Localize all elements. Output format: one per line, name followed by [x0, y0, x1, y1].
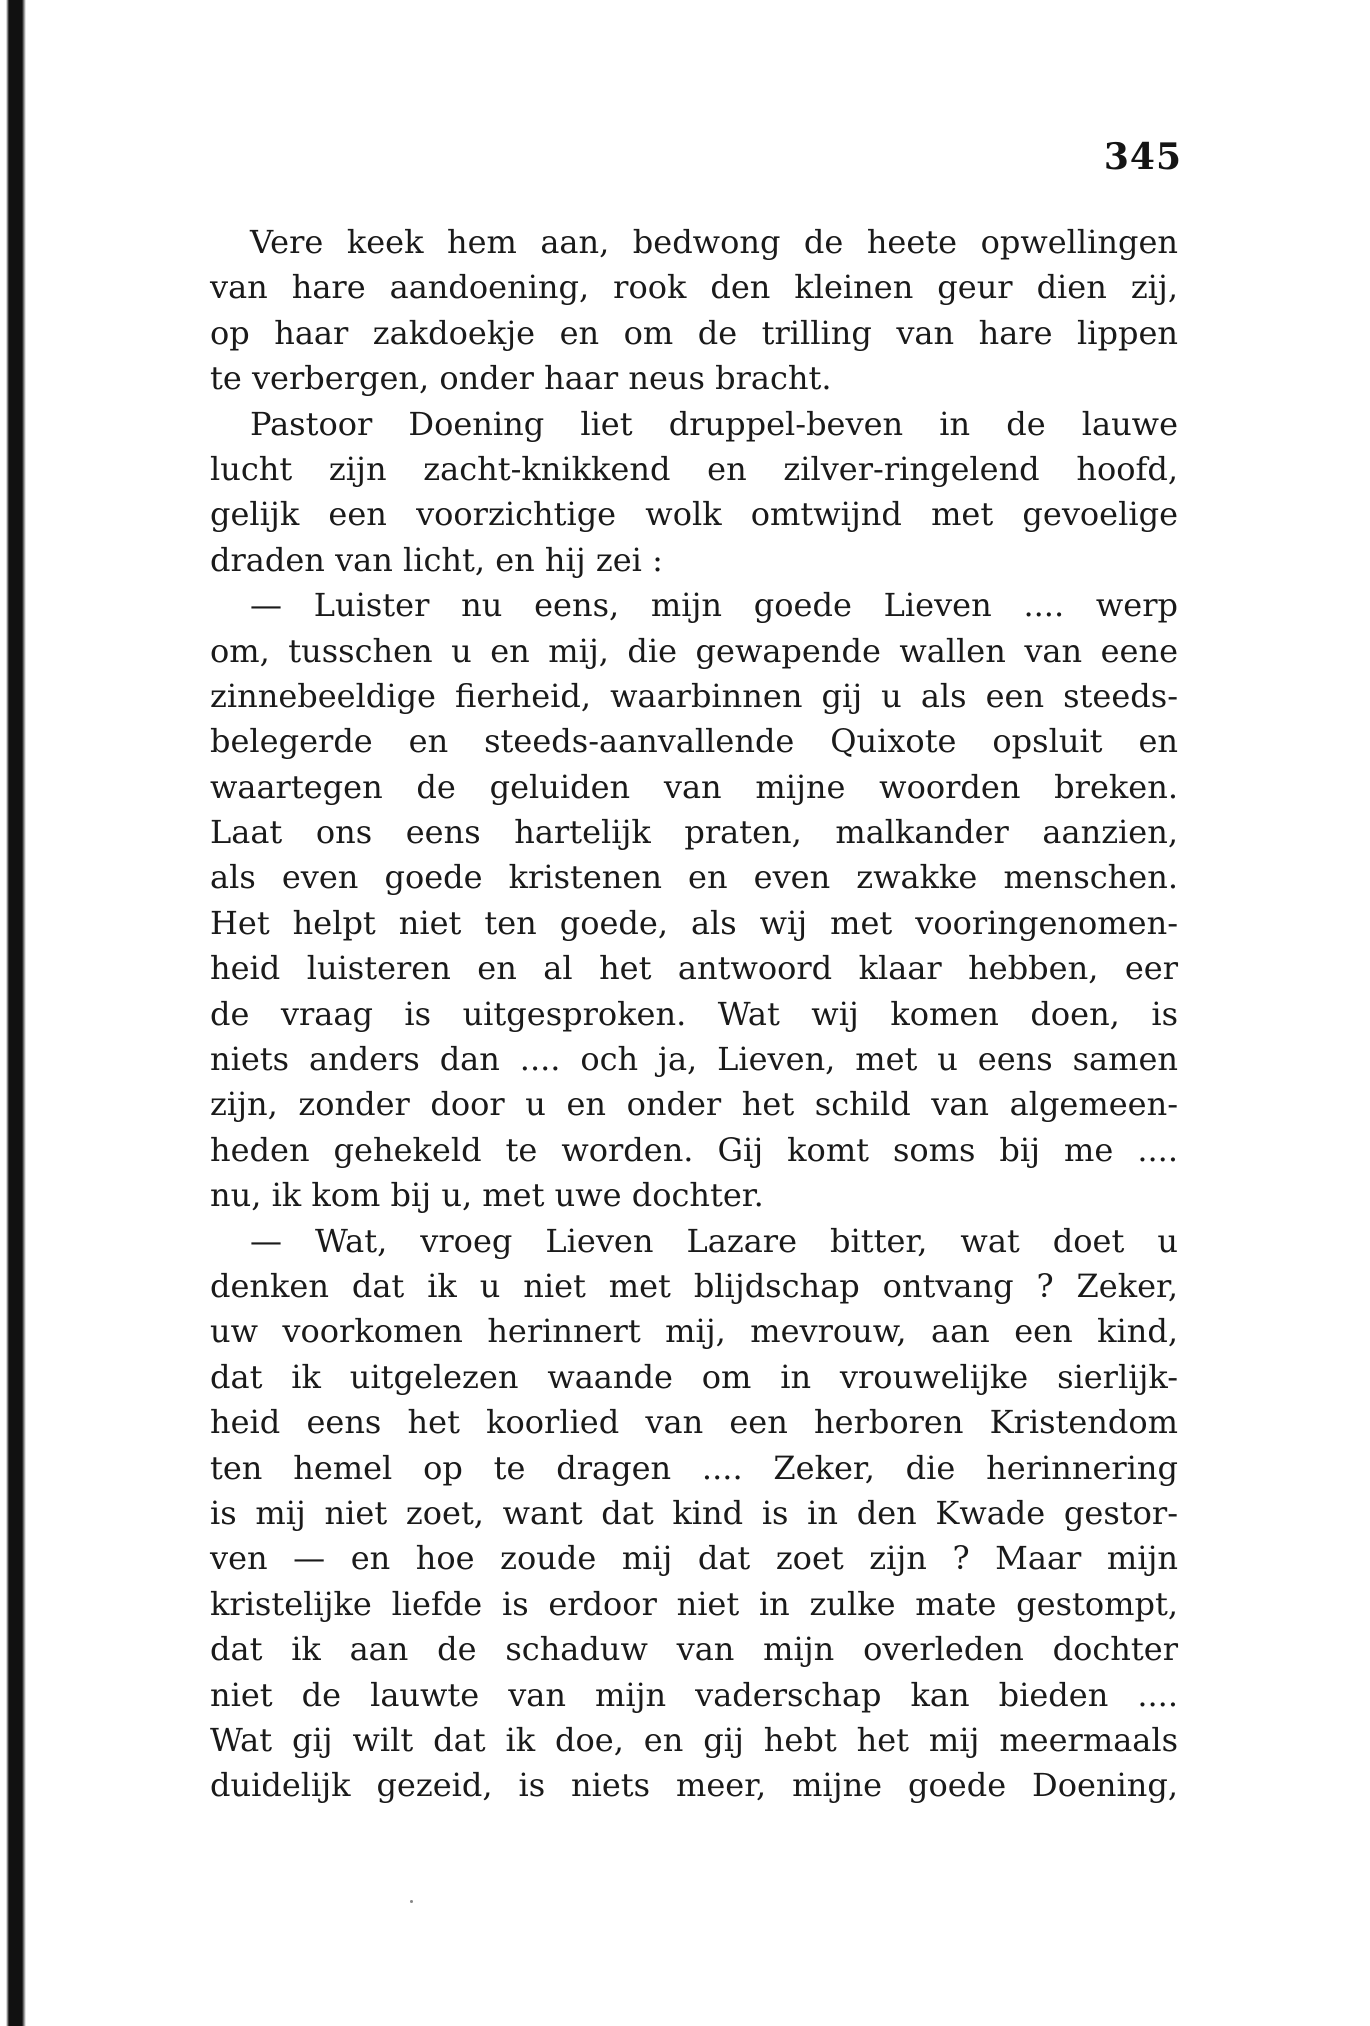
text-line: te verbergen, onder haar neus bracht.	[210, 359, 832, 398]
text-line: draden van licht, en hij zei :	[210, 540, 663, 579]
text-line: Pastoor Doening liet druppel-beven in de lauwe	[250, 404, 1178, 443]
text-line: gelijk een voorzichtige wolk omtwijnd met gevoelige	[210, 495, 1178, 534]
body-text	[210, 220, 1178, 1809]
text-line: ten hemel op te dragen .... Zeker, die herinnering	[210, 1448, 1178, 1487]
text-line: waartegen de geluiden van mijne woorden breken.	[210, 767, 1178, 806]
text-line: van hare aandoening, rook den kleinen geur dien zij,	[210, 268, 1178, 307]
text-line: als even goede kristenen en even zwakke menschen.	[210, 858, 1178, 897]
text-line: Het helpt niet ten goede, als wij met vooringenomen-	[210, 903, 1178, 942]
text-line: dat ik uitgelezen waande om in vrouwelijke sierlijk-	[210, 1357, 1178, 1396]
text-line: denken dat ik u niet met blijdschap ontvang ? Zeker,	[210, 1266, 1178, 1305]
text-line: is mij niet zoet, want dat kind is in den Kwade gestor-	[210, 1493, 1178, 1532]
text-line: zijn, zonder door u en onder het schild van algemeen-	[210, 1085, 1178, 1124]
text-line: kristelijke liefde is erdoor niet in zulke mate gestompt,	[210, 1584, 1178, 1623]
page-binding-edge	[0, 0, 26, 2026]
text-line: dat ik aan de schaduw van mijn overleden dochter	[210, 1630, 1178, 1669]
text-line: uw voorkomen herinnert mij, mevrouw, aan een kind,	[210, 1312, 1178, 1351]
text-line: belegerde en steeds-aanvallende Quixote opsluit en	[210, 722, 1178, 761]
text-line: — Luister nu eens, mijn goede Lieven .... werp	[250, 586, 1178, 625]
page-number: 345	[1103, 136, 1182, 178]
print-speck	[410, 1900, 413, 1903]
text-line: Laat ons eens hartelijk praten, malkander aanzien,	[210, 813, 1178, 852]
text-line: Vere keek hem aan, bedwong de heete opwellingen	[250, 223, 1178, 261]
text-line: om, tusschen u en mij, die gewapende wallen van eene	[210, 631, 1178, 670]
text-line: op haar zakdoekje en om de trilling van hare lippen	[210, 313, 1178, 352]
text-line: — Wat, vroeg Lieven Lazare bitter, wat doet u	[250, 1221, 1178, 1260]
text-line: niets anders dan .... och ja, Lieven, met u eens samen	[210, 1040, 1178, 1079]
text-line: ven — en hoe zoude mij dat zoet zijn ? Maar mijn	[210, 1539, 1178, 1578]
text-line: de vraag is uitgesproken. Wat wij komen doen, is	[210, 994, 1178, 1033]
text-line: heid luisteren en al het antwoord klaar hebben, eer	[210, 949, 1178, 988]
text-line: heid eens het koorlied van een herboren Kristendom	[210, 1403, 1178, 1442]
text-line: lucht zijn zacht-knikkend en zilver-ringelend hoofd,	[210, 449, 1178, 488]
text-line: nu, ik kom bij u, met uwe dochter.	[210, 1176, 764, 1215]
text-line: niet de lauwte van mijn vaderschap kan bieden ....	[210, 1675, 1178, 1714]
text-line: zinnebeeldige fierheid, waarbinnen gij u als een steeds-	[210, 676, 1178, 715]
text-line: heden gehekeld te worden. Gij komt soms bij me ....	[210, 1130, 1178, 1169]
text-line: Wat gij wilt dat ik doe, en gij hebt het mij meermaals	[210, 1720, 1178, 1759]
text-line: duidelijk gezeid, is niets meer, mijne goede Doening,	[210, 1766, 1178, 1805]
